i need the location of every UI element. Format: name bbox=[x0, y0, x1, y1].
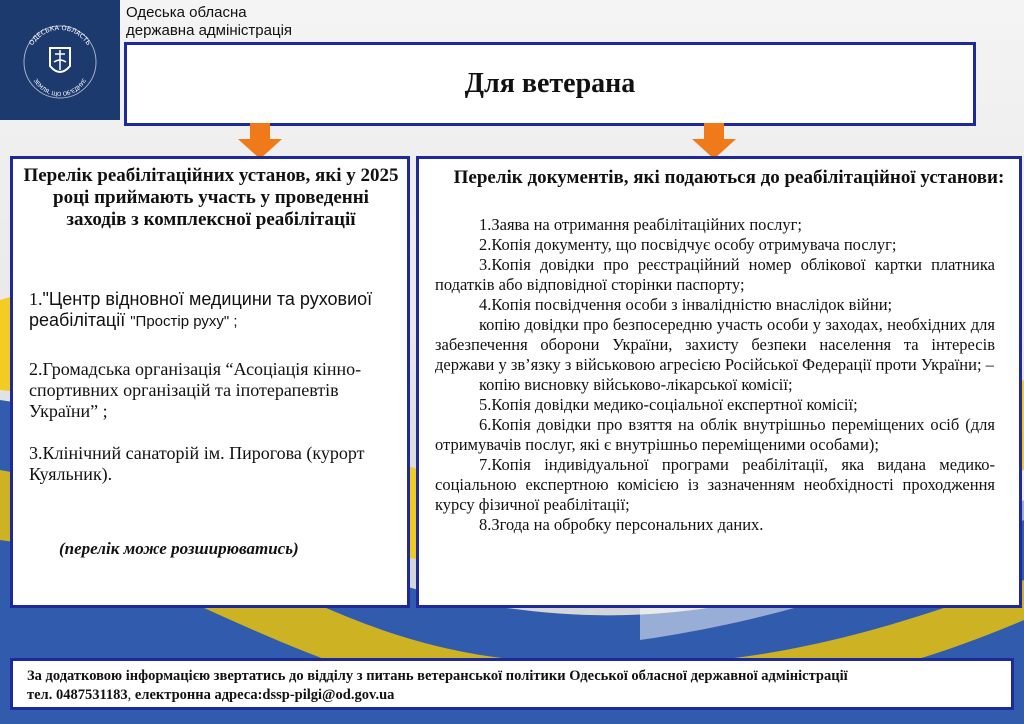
institution-item bbox=[29, 289, 401, 332]
title-box bbox=[124, 42, 976, 126]
phone-number: тел. 0487531183 bbox=[27, 687, 128, 703]
institution-name: Громадська організація “Асоціація кінно-спортивних організацій та іпотерапевтів України” ; bbox=[29, 359, 362, 421]
institution-number: 1. bbox=[29, 289, 43, 309]
svg-text:ОДЕСЬКА ОБЛАСТЬ: ОДЕСЬКА ОБЛАСТЬ bbox=[27, 23, 93, 47]
organization-name bbox=[126, 4, 292, 40]
document-item: копію висновку військово-лікарської комісії; bbox=[479, 375, 793, 394]
list-expandable-note: (перелік може розширюватись) bbox=[59, 539, 299, 558]
rehab-institutions-panel bbox=[10, 156, 410, 608]
document-item: 8.Згода на обробку персональних даних. bbox=[479, 515, 764, 534]
institution-number: 3. bbox=[29, 443, 43, 463]
documents-panel bbox=[416, 156, 1022, 608]
contact-details-line bbox=[27, 686, 997, 705]
institution-name: "Центр відновної медицини та руховиої реабілітації bbox=[29, 289, 373, 330]
institutions-heading: Перелік реабілітаційних установ, які у 2025 році приймають участь у проведенні заходів з комплексної реабілітації bbox=[23, 165, 399, 230]
institution-item bbox=[29, 359, 401, 422]
document-item: копію довідки про безпосередню участь особи у заходах, необхідних для забезпечення оборони України, захисту безпеки населення та інтересів держави у зв’язку з військовою агресією Російської Федерації проти України; – bbox=[435, 315, 995, 374]
document-item: 1.Заява на отримання реабілітаційних послуг; bbox=[479, 215, 802, 234]
svg-text:ЗЕМЛЯ, ЩО ОБ'ЄДНУЄ: ЗЕМЛЯ, ЩО ОБ'ЄДНУЄ bbox=[31, 78, 89, 99]
documents-heading: Перелік документів, які подаються до реабілітаційної установи: bbox=[453, 167, 1005, 188]
institution-item bbox=[29, 443, 401, 485]
institution-number: 2. bbox=[29, 359, 43, 379]
document-item: 4.Копія посвідчення особи з інвалідністю внаслідок війни; bbox=[479, 295, 893, 314]
document-item: 5.Копія довідки медико-соціальної експертної комісії; bbox=[479, 395, 858, 414]
contact-info-line: За додатковою інформацією звертатись до відділу з питань ветеранської політики Одеської обласної державної адміністрації bbox=[27, 668, 848, 684]
document-item: 7.Копія індивідуальної програми реабілітації, яка видана медико-соціальною експертною комісією із зазначенням необхідності проходження курсу фізичної реабілітації; bbox=[435, 455, 995, 514]
institution-name: Клінічний санаторій ім. Пирогова (курорт Куяльник). bbox=[29, 443, 365, 484]
org-name-line1: Одеська обласна bbox=[126, 4, 247, 21]
email-address: електронна адреса:dssp-pilgi@od.gov.ua bbox=[134, 687, 395, 703]
contact-footer bbox=[10, 658, 1014, 710]
document-item: 3.Копія довідки про реєстраційний номер облікової картки платника податків або відповідної сторінки паспорту; bbox=[435, 255, 995, 294]
odesa-region-emblem-icon bbox=[0, 0, 120, 120]
documents-list bbox=[435, 215, 995, 535]
institution-name-quoted: "Простір руху" ; bbox=[130, 313, 238, 330]
document-item: 6.Копія довідки про взяття на облік внутрішньо переміщених осіб (для отримувачів послуг, які є внутрішньо переміщеними особами); bbox=[435, 415, 995, 454]
arrow-down-icon bbox=[692, 123, 736, 159]
separator: , bbox=[127, 687, 135, 703]
logo-block bbox=[0, 0, 120, 120]
org-name-line2: державна адміністрація bbox=[126, 22, 293, 39]
arrow-down-icon bbox=[238, 123, 282, 159]
page-title: Для ветерана bbox=[464, 68, 636, 99]
document-item: 2.Копія документу, що посвідчує особу отримувача послуг; bbox=[479, 235, 897, 254]
